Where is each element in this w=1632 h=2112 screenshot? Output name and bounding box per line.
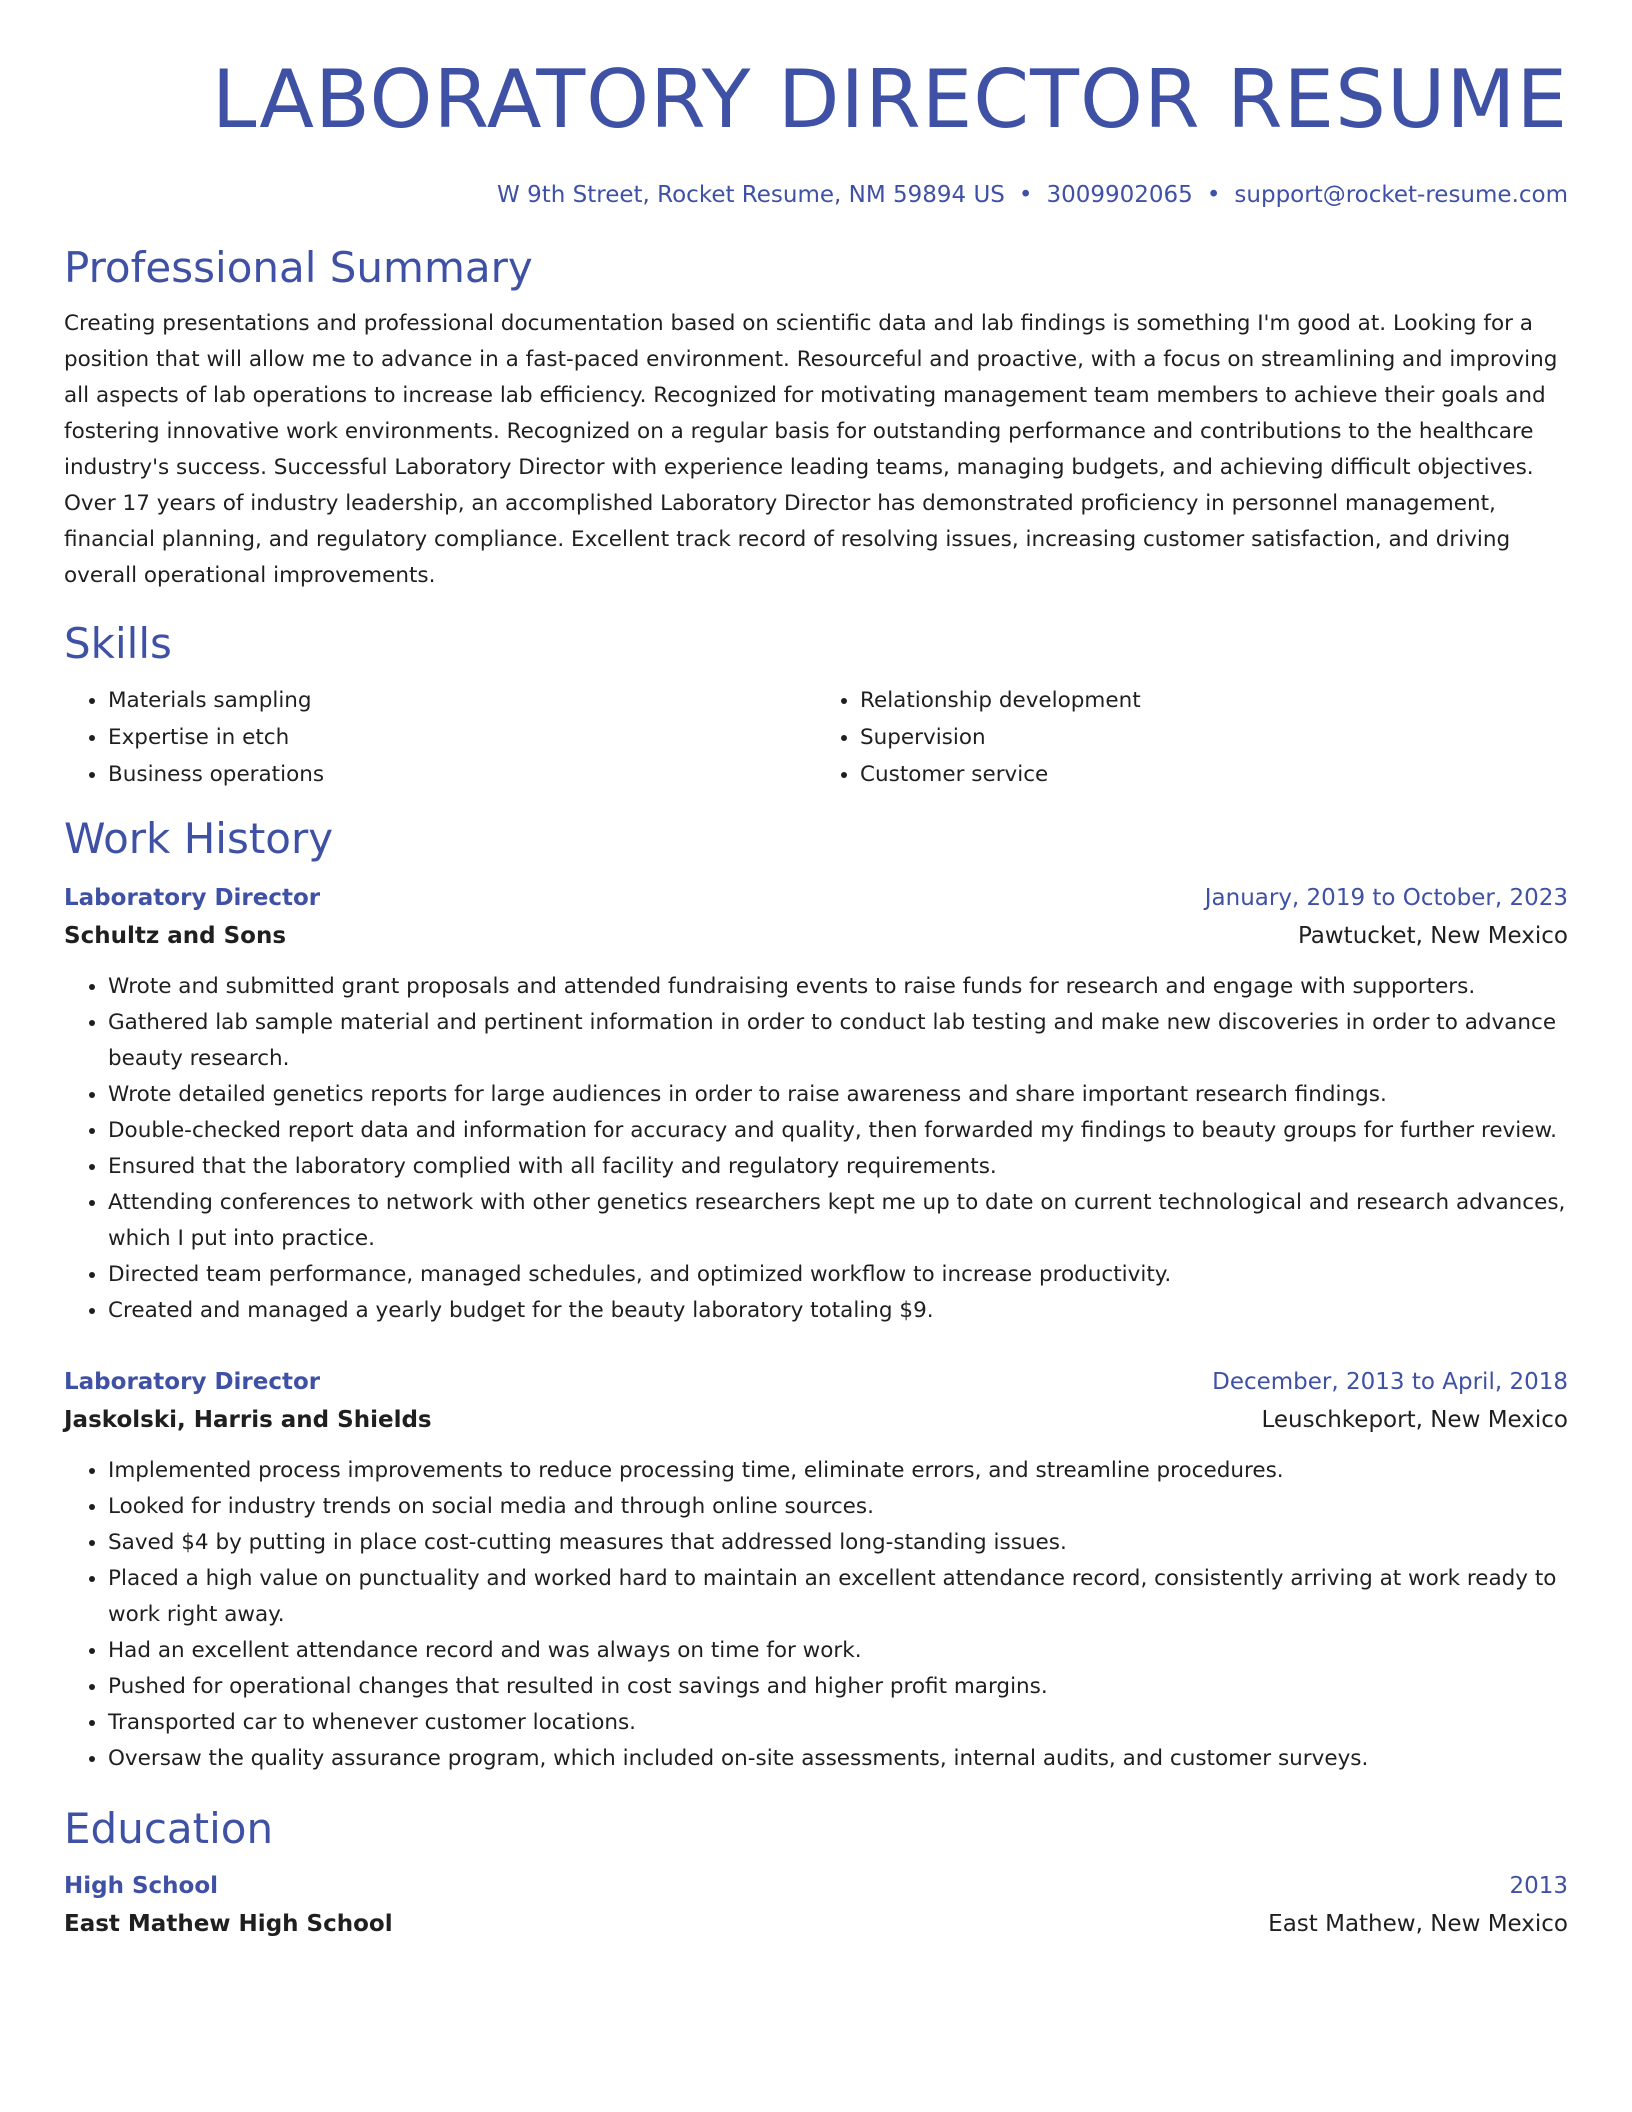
job-bullet: • Attending conferences to network with other genetics researchers kept me up to date on current technological and research advances, which I put into practice. [108,1185,1568,1257]
job-title: Laboratory Director [64,1369,321,1395]
job-entry [64,1363,1568,1777]
education-school-row [64,1905,1568,1943]
job-bullet: • Placed a high value on punctuality and worked hard to maintain an excellent attendance record, consistently arriving at work ready to work right away. [108,1561,1568,1633]
job-bullets [64,969,1568,1329]
resume-header [64,52,1568,210]
work-history-heading: Work History [64,814,334,863]
job-company-row [64,1401,1568,1439]
skill-item: • Supervision [860,719,1568,756]
skills-grid [64,682,1568,793]
education-header-row [64,1867,1568,1905]
job-bullet: • Wrote and submitted grant proposals and attended fundraising events to raise funds for research and engage with supporters. [108,969,1568,1005]
job-bullet: • Ensured that the laboratory complied with all facility and regulatory requirements. [108,1149,1568,1185]
job-title: Laboratory Director [64,885,321,911]
skill-item: • Relationship development [860,682,1568,719]
job-bullet: • Saved $4 by putting in place cost-cutting measures that addressed long-standing issues. [108,1525,1568,1561]
skill-item: • Expertise in etch [108,719,816,756]
summary-text: Creating presentations and professional documentation based on scientific data and lab findings is something I'm good at. Looking for a position that will allow me to advance in a fast-paced environment. Resourceful and proactive, with a focus on streamlining and improving all aspects of lab operations to increase lab efficiency. Recognized for motivating management team members to achieve their goals and fostering innovative work environments. Recognized on a regular basis for outstanding performance and contributions to the healthcare industry's success. Successful Laboratory Director with experience leading teams, managing budgets, and achieving difficult objectives. Over 17 years of industry leadership, an accomplished Laboratory Director has demonstrated proficiency in personnel management, financial planning, and regulatory compliance. Excellent track record of resolving issues, increasing customer satisfaction, and driving overall operational improvements. [64,311,1558,588]
job-location: Pawtucket, New Mexico [1297,923,1568,949]
job-bullet: • Looked for industry trends on social media and through online sources. [108,1489,1568,1525]
education-school: East Mathew High School [64,1911,393,1937]
education-degree: High School [64,1873,219,1899]
job-bullet: • Gathered lab sample material and pertinent information in order to conduct lab testing and make new discoveries in order to advance beauty research. [108,1005,1568,1077]
summary-section [64,242,1568,594]
job-bullet: • Implemented process improvements to reduce processing time, eliminate errors, and streamline procedures. [108,1453,1568,1489]
job-company: Schultz and Sons [64,923,287,949]
skills-heading: Skills [64,619,172,668]
job-bullet: • Directed team performance, managed schedules, and optimized workflow to increase productivity. [108,1257,1568,1293]
work-history-section [64,813,1568,1777]
job-location: Leuschkeport, New Mexico [1261,1407,1568,1433]
job-company-row [64,917,1568,955]
job-bullet: • Oversaw the quality assurance program, which included on-site assessments, internal audits, and customer surveys. [108,1741,1568,1777]
job-bullet: • Wrote detailed genetics reports for large audiences in order to raise awareness and share important research findings. [108,1077,1568,1113]
job-header-row [64,1363,1568,1401]
education-year: 2013 [1509,1873,1568,1899]
job-dates: December, 2013 to April, 2018 [1212,1369,1568,1395]
summary-heading: Professional Summary [64,243,533,292]
skill-item: • Materials sampling [108,682,816,719]
skills-column-right [816,682,1568,793]
contact-phone: 3009902065 [1046,182,1193,208]
contact-address: W 9th Street, Rocket Resume, NM 59894 US [497,182,1005,208]
skills-column-left [64,682,816,793]
job-dates: January, 2019 to October, 2023 [1204,885,1568,911]
job-bullet: • Created and managed a yearly budget for the beauty laboratory totaling $9. [108,1293,1568,1329]
skills-section [64,618,1568,793]
job-bullet: • Transported car to whenever customer locations. [108,1705,1568,1741]
job-bullet: • Double-checked report data and information for accuracy and quality, then forwarded my findings to beauty groups for further review. [108,1113,1568,1149]
skill-item: • Customer service [860,756,1568,793]
job-bullet: • Had an excellent attendance record and was always on time for work. [108,1633,1568,1669]
resume-title: LABORATORY DIRECTOR RESUME [211,53,1568,146]
skill-item: • Business operations [108,756,816,793]
contact-separator: • [1018,182,1033,208]
contact-separator: • [1206,182,1221,208]
education-entry [64,1867,1568,1943]
job-company: Jaskolski, Harris and Shields [64,1407,432,1433]
job-bullets [64,1453,1568,1777]
education-heading: Education [64,1804,274,1853]
contact-email: support@rocket-resume.com [1234,182,1568,208]
job-bullet: • Pushed for operational changes that resulted in cost savings and higher profit margins. [108,1669,1568,1705]
contact-line [64,180,1568,210]
job-entry [64,879,1568,1329]
job-header-row [64,879,1568,917]
education-section [64,1803,1568,1943]
education-location: East Mathew, New Mexico [1268,1911,1568,1937]
